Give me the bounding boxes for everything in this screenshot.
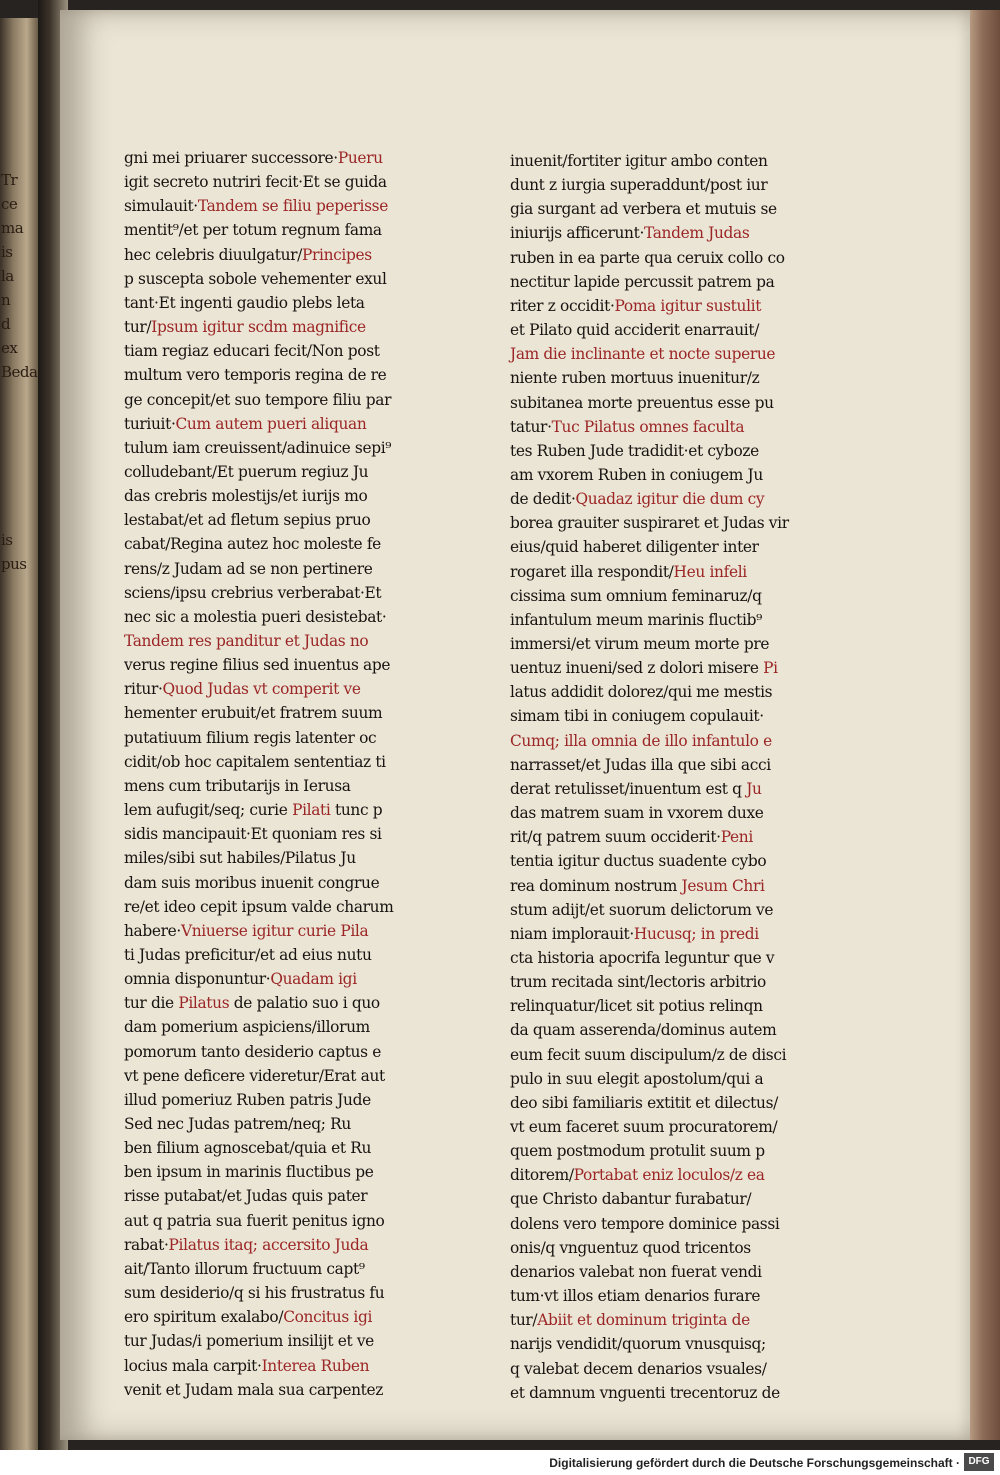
text-line	[510, 1382, 780, 1405]
rubric-text: Poma igitur sustulit	[614, 296, 762, 315]
text-segment: ben ipsum in marinis fluctibus pe	[124, 1163, 374, 1182]
text-segment: ruben in ea parte qua ceruix collo co	[510, 248, 785, 267]
text-line	[510, 1333, 766, 1356]
text-line	[124, 1137, 371, 1160]
text-line	[510, 1309, 750, 1332]
text-line	[510, 923, 759, 946]
text-segment: lem aufugit/seq; curie	[124, 801, 293, 820]
text-line	[124, 920, 368, 943]
text-segment: lestabat/et ad fletum sepius pruo	[124, 511, 371, 530]
text-segment: tentia igitur ductus suadente cybo	[510, 852, 767, 871]
text-line	[124, 147, 383, 170]
text-line	[124, 775, 351, 798]
previous-page-line: la	[1, 267, 14, 285]
text-line	[510, 319, 759, 342]
previous-page-line: d	[1, 315, 11, 333]
text-line	[510, 633, 769, 656]
text-segment: p suscepta sobole vehementer exul	[124, 269, 387, 288]
text-line	[124, 1355, 369, 1378]
text-line	[124, 992, 380, 1015]
text-segment: immersi/et virum meum morte pre	[510, 635, 770, 653]
text-segment: narrasset/et Judas illa que sibi acci	[510, 755, 771, 774]
text-line	[510, 198, 777, 221]
rubric-text: Ju	[746, 779, 762, 798]
previous-page-line: Beda	[1, 363, 38, 381]
text-line	[510, 778, 762, 801]
text-segment: tatur·	[510, 417, 552, 436]
text-segment: da quam asserenda/dominus autem	[510, 1021, 777, 1040]
text-line	[124, 1258, 365, 1281]
rubric-text: Tandem se filiu peperisse	[197, 197, 388, 216]
text-segment: ti Judas preficitur/et ad eius nutu	[124, 945, 372, 964]
text-segment: tur die	[124, 994, 179, 1013]
text-line	[124, 1185, 367, 1208]
text-segment: niam implorauit·	[510, 924, 634, 943]
text-segment: relinquatur/licet sit potius relinqn	[510, 997, 763, 1016]
text-line	[124, 558, 373, 581]
rubric-text: Jesum Chri	[681, 876, 765, 895]
text-line	[510, 657, 778, 680]
text-line	[124, 1379, 383, 1402]
text-line	[124, 751, 386, 774]
text-line	[124, 678, 361, 701]
text-segment: nec sic a molestia pueri desistebat·	[124, 607, 387, 626]
rubric-text: Quadaz igitur die dum cy	[575, 490, 765, 509]
text-segment: rabat·	[124, 1235, 169, 1254]
text-segment: subitanea morte preuentus esse pu	[510, 393, 774, 412]
text-line	[510, 1237, 751, 1260]
text-line	[124, 630, 368, 653]
text-segment: risse putabat/et Judas quis pater	[124, 1187, 368, 1206]
previous-page-line: ma	[1, 219, 24, 237]
text-segment: simulauit·	[124, 197, 198, 216]
text-segment: cissima sum omnium feminaruz/q	[510, 586, 762, 605]
text-segment: tant·Et ingenti gaudio plebs leta	[124, 293, 365, 312]
text-segment: ditorem/	[510, 1166, 574, 1185]
rubric-text: Tandem Judas	[644, 224, 750, 243]
text-segment: sum desiderio/q si his frustratus fu	[124, 1284, 385, 1303]
text-line	[510, 343, 775, 366]
text-line	[124, 1306, 372, 1329]
text-line	[510, 1188, 751, 1211]
text-segment: dunt z iurgia superaddunt/post iur	[510, 176, 768, 195]
text-line	[510, 971, 766, 994]
text-segment: gia surgant ad verbera et mutuis se	[510, 200, 777, 219]
text-line	[510, 1261, 762, 1284]
text-line	[510, 1140, 765, 1163]
previous-page-line: pus	[1, 555, 27, 573]
text-line	[510, 247, 785, 270]
text-segment: quem postmodum protulit suum p	[510, 1142, 765, 1161]
text-segment: onis/q vnguentuz quod tricentos	[510, 1238, 751, 1257]
previous-page-edge	[0, 18, 38, 1450]
text-line	[124, 389, 391, 412]
text-line	[510, 1116, 777, 1139]
rubric-text: Quod Judas vt comperit ve	[162, 680, 361, 699]
text-segment: am vxorem Ruben in coniugem Ju	[510, 465, 763, 484]
text-segment: ge concepit/et suo tempore filiu par	[124, 390, 392, 409]
text-segment: inuenit/fortiter igitur ambo conten	[510, 152, 768, 170]
text-segment: dolens vero tempore dominice passi	[510, 1214, 780, 1233]
text-segment: mentit⁹/et per totum regnum fama	[124, 221, 382, 240]
text-segment: vt pene deficere videretur/Erat aut	[124, 1066, 385, 1085]
text-line	[124, 316, 366, 339]
text-segment: eius/quid haberet diligenter inter	[510, 538, 759, 557]
rubric-text: Jam die inclinante et nocte superue	[510, 345, 776, 364]
previous-page-line: is	[1, 243, 13, 261]
text-segment: multum vero temporis regina de re	[124, 366, 387, 385]
rubric-text: Abiit et dominum triginta de	[537, 1311, 750, 1330]
text-segment: simam tibi in coniugem copulauit·	[510, 707, 764, 726]
text-line	[510, 512, 789, 535]
text-line	[124, 533, 381, 556]
rubric-text: Portabat eniz loculos/z ea	[573, 1166, 765, 1185]
text-segment: cidit/ob hoc capitalem sententiaz ti	[124, 752, 386, 771]
text-line	[510, 150, 768, 173]
text-line	[510, 174, 767, 197]
text-segment: de palatio suo i quo	[229, 994, 380, 1013]
text-line	[124, 1161, 373, 1184]
text-line	[510, 802, 764, 825]
text-segment: tulum iam creuissent/adinuice sepi⁹	[124, 438, 392, 457]
rubric-text: Peni	[720, 828, 753, 847]
text-line	[510, 488, 764, 511]
text-segment: ritur·	[124, 680, 163, 699]
text-segment: igit secreto nutriri fecit·Et se guida	[124, 173, 387, 192]
text-line	[124, 823, 382, 846]
text-segment: ero spiritum exalabo/	[124, 1308, 284, 1327]
text-line	[124, 171, 387, 194]
text-line	[124, 1210, 384, 1233]
text-segment: denarios valebat non fuerat vendi	[510, 1262, 762, 1281]
text-line	[124, 364, 386, 387]
text-line	[124, 606, 386, 629]
text-line	[510, 416, 744, 439]
text-line	[124, 461, 368, 484]
text-segment: dam suis moribus inuenit congrue	[124, 873, 380, 892]
text-segment: colludebant/Et puerum regiuz Ju	[124, 462, 369, 481]
text-segment: niente ruben mortuus inuenitur/z	[510, 369, 760, 388]
text-segment: re/et ideo cepit ipsum valde charum	[124, 897, 394, 916]
rubric-text: Cum autem pueri aliquan	[175, 414, 367, 433]
text-line	[510, 295, 761, 318]
text-segment: omnia disponuntur·	[124, 970, 271, 989]
text-segment: et Pilato quid acciderit enarrauit/	[510, 321, 760, 340]
text-line	[124, 799, 382, 822]
text-line	[124, 654, 390, 677]
text-segment: rens/z Judam ad se non pertinere	[124, 559, 373, 578]
text-segment: tur/	[510, 1311, 538, 1330]
rubric-text: Vniuerse igitur curie Pila	[180, 921, 369, 940]
text-segment: miles/sibi sut habiles/Pilatus Ju	[124, 849, 356, 868]
text-line	[510, 440, 759, 463]
text-line	[124, 727, 376, 750]
text-line	[124, 1089, 371, 1112]
rubric-text: Pilati	[292, 801, 331, 820]
text-line	[510, 1358, 767, 1381]
rubric-text: Pueru	[337, 149, 383, 167]
text-segment: dam pomerium aspiciens/illorum	[124, 1018, 370, 1037]
rubric-text: Tuc Pilatus omnes faculta	[551, 417, 745, 436]
text-line	[124, 1065, 385, 1088]
rubric-text: Pilatus	[178, 994, 230, 1013]
text-segment: tiam regiaz educari fecit/Non post	[124, 342, 380, 361]
text-line	[124, 1234, 368, 1257]
text-line	[124, 944, 372, 967]
rubric-text: Hucusq; in predi	[633, 924, 759, 943]
text-line	[124, 340, 380, 363]
rubric-text: Quadam igi	[270, 970, 357, 989]
previous-page-line: n	[1, 291, 11, 309]
text-line	[510, 392, 774, 415]
text-line	[510, 1285, 760, 1308]
previous-page-line: ex	[1, 339, 18, 357]
text-segment: cabat/Regina autez hoc moleste fe	[124, 535, 381, 554]
text-line	[124, 437, 391, 460]
text-segment: iniurijs afficerunt·	[510, 224, 644, 243]
text-segment: tes Ruben Jude tradidit·et cyboze	[510, 441, 759, 460]
text-segment: latus addidit dolorez/qui me mestis	[510, 683, 773, 702]
text-segment: illud pomeriuz Ruben patris Jude	[124, 1090, 371, 1109]
text-line	[124, 896, 394, 919]
text-line	[510, 875, 765, 898]
rubric-text: Principes	[302, 245, 372, 264]
text-line	[510, 1164, 765, 1187]
rubric-text: Tandem res panditur et Judas no	[124, 632, 369, 650]
text-segment: que Christo dabantur furabatur/	[510, 1190, 752, 1209]
text-segment: Sed nec Judas patrem/neq; Ru	[124, 1115, 351, 1133]
text-line	[510, 995, 763, 1018]
text-line	[510, 367, 759, 390]
text-segment: verus regine filius sed inuentus ape	[124, 656, 391, 675]
text-segment: q valebat decem denarios vsuales/	[510, 1359, 767, 1378]
text-line	[510, 1044, 786, 1067]
text-segment: stum adijt/et suorum delictorum ve	[510, 900, 774, 919]
text-segment: trum recitada sint/lectoris arbitrio	[510, 973, 766, 992]
text-segment: aut q patria sua fuerit penitus igno	[124, 1211, 385, 1230]
text-line	[510, 850, 766, 873]
text-line	[124, 702, 382, 725]
text-segment: uentuz inueni/sed z dolori misere	[510, 659, 764, 678]
text-line	[124, 872, 379, 895]
text-line	[510, 947, 774, 970]
text-line	[124, 847, 356, 870]
text-segment: nectitur lapide percussit patrem pa	[510, 272, 775, 291]
text-line	[510, 1213, 779, 1236]
text-line	[510, 754, 771, 777]
text-line	[124, 1113, 351, 1136]
text-line	[124, 268, 387, 291]
rubric-text: Interea Ruben	[261, 1356, 370, 1375]
rubric-text: Pilatus itaq; accersito Juda	[168, 1235, 369, 1254]
text-segment: putatiuum filium regis latenter oc	[124, 728, 377, 747]
text-line	[124, 968, 357, 991]
text-line	[510, 271, 774, 294]
text-line	[124, 219, 382, 242]
text-segment: derat retulisset/inuentum est q	[510, 779, 747, 798]
text-line	[510, 1019, 776, 1042]
text-line	[510, 1092, 778, 1115]
previous-page-line: is	[1, 531, 13, 549]
rubric-text: Pi	[763, 659, 778, 678]
text-segment: hec celebris diuulgatur/	[124, 245, 303, 264]
text-line	[510, 826, 753, 849]
text-line	[510, 585, 762, 608]
text-line	[124, 1330, 374, 1353]
text-line	[510, 609, 762, 632]
text-segment: ait/Tanto illorum fructuum capt⁹	[124, 1259, 365, 1278]
rubric-text: Heu infeli	[673, 562, 747, 581]
text-segment: de dedit·	[510, 490, 576, 509]
text-segment: tur/	[124, 318, 152, 337]
dfg-logo: DFG	[964, 1453, 994, 1471]
text-line	[510, 899, 773, 922]
text-segment: habere·	[124, 921, 181, 940]
fore-edge	[970, 10, 1000, 1440]
text-segment: eum fecit suum discipulum/z de disci	[510, 1045, 787, 1064]
text-segment: vt eum faceret suum procuratorem/	[510, 1118, 778, 1136]
text-segment: cta historia apocrifa leguntur que v	[510, 948, 775, 967]
text-segment: narijs vendidit/quorum vnusquisq;	[510, 1335, 766, 1354]
text-line	[510, 536, 759, 559]
text-segment: turiuit·	[124, 414, 176, 433]
text-line	[124, 1041, 381, 1064]
text-segment: venit et Judam mala sua carpentez	[124, 1380, 384, 1399]
text-segment: tunc p	[330, 801, 383, 820]
text-segment: deo sibi familiaris extitit et dilectus/	[510, 1093, 778, 1112]
rubric-text: Cumq; illa omnia de illo infantulo e	[510, 731, 772, 750]
text-line	[124, 485, 367, 508]
text-line	[124, 195, 388, 218]
text-segment: et damnum vnguenti trecentoruz de	[510, 1383, 780, 1402]
text-line	[510, 681, 772, 704]
text-line	[510, 464, 763, 487]
text-segment: gni mei priuarer successore·	[124, 149, 338, 167]
text-line	[124, 1016, 370, 1039]
text-line	[510, 730, 772, 753]
text-line	[510, 561, 747, 584]
text-line	[510, 222, 749, 245]
text-segment: sidis mancipauit·Et quoniam res si	[124, 825, 382, 844]
rubric-text: Concitus igi	[283, 1308, 373, 1327]
text-segment: das crebris molestijs/et iurijs mo	[124, 487, 368, 506]
text-segment: rogaret illa respondit/	[510, 562, 674, 581]
previous-page-line: Tr	[1, 171, 18, 189]
text-segment: mens cum tributarijs in Ierusa	[124, 776, 351, 795]
rubric-text: Ipsum igitur scdm magnifice	[151, 318, 366, 337]
funding-credit: Digitalisierung gefördert durch die Deutsche Forschungsgemeinschaft ·	[549, 1456, 960, 1470]
text-segment: borea grauiter suspiraret et Judas vir	[510, 514, 789, 533]
text-segment: sciens/ipsu crebrius verberabat·Et	[124, 583, 382, 602]
text-segment: tur Judas/i pomerium insilijt et ve	[124, 1332, 374, 1351]
text-line	[124, 413, 366, 436]
text-segment: pulo in suu elegit apostolum/qui a	[510, 1069, 764, 1088]
text-line	[124, 1282, 384, 1305]
text-line	[124, 582, 381, 605]
text-line	[124, 509, 370, 532]
text-line	[510, 1068, 763, 1091]
text-segment: ben filium agnoscebat/quia et Ru	[124, 1139, 372, 1158]
text-segment: rit/q patrem suum occiderit·	[510, 828, 721, 847]
text-segment: riter z occidit·	[510, 296, 615, 315]
text-line	[124, 244, 372, 267]
text-segment: infantulum meum marinis fluctib⁹	[510, 610, 762, 629]
text-segment: hementer erubuit/et fratrem suum	[124, 704, 383, 723]
text-line	[124, 292, 365, 315]
text-segment: das matrem suam in vxorem duxe	[510, 804, 764, 823]
text-segment: locius mala carpit·	[124, 1356, 262, 1375]
text-segment: tum·vt illos etiam denarios furare	[510, 1287, 761, 1306]
text-line	[510, 705, 764, 728]
previous-page-line: ce	[1, 195, 18, 213]
text-segment: rea dominum nostrum	[510, 876, 682, 895]
text-segment: pomorum tanto desiderio captus e	[124, 1042, 381, 1061]
